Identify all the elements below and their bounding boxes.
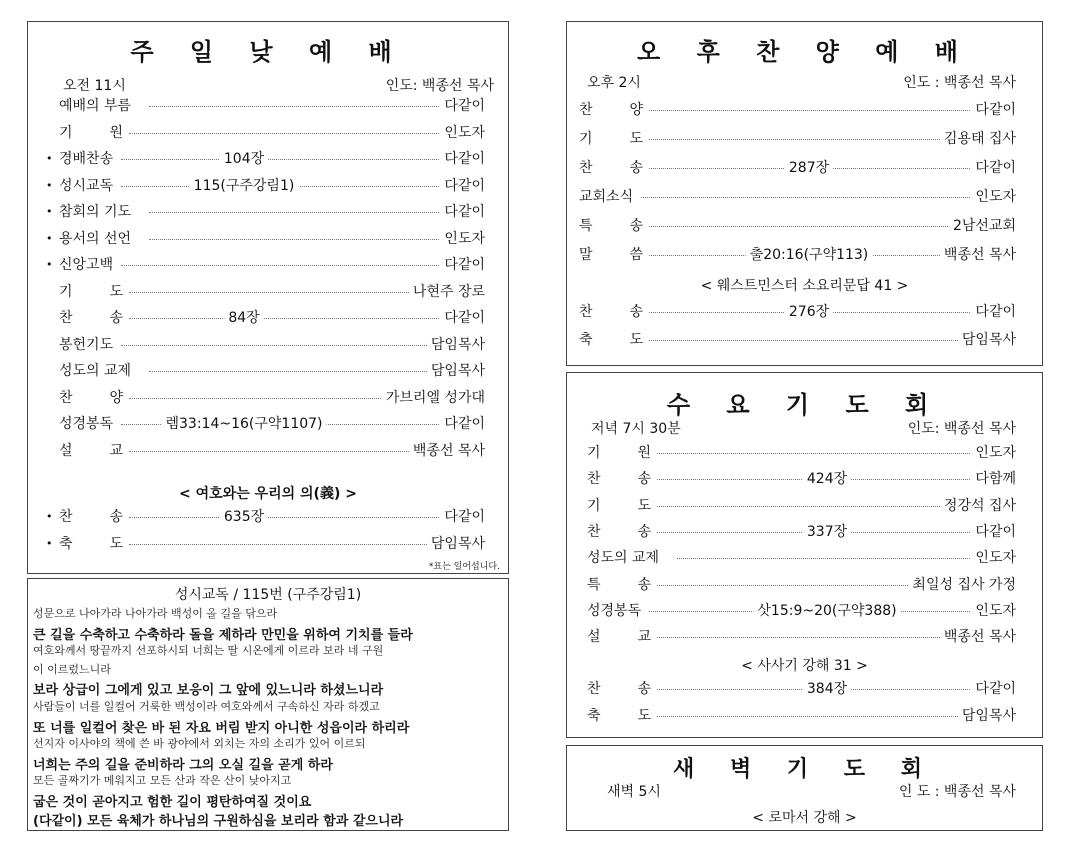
order-person: 다함께 bbox=[971, 470, 1016, 488]
order-row bbox=[587, 576, 1016, 594]
leader-dots bbox=[129, 133, 485, 134]
order-detail: 424장 bbox=[803, 470, 851, 488]
order-label: 찬 송 bbox=[587, 471, 651, 488]
order-person: 정강석 집사 bbox=[940, 497, 1016, 515]
order-row bbox=[59, 336, 485, 354]
order-person: 담임목사 bbox=[427, 362, 485, 380]
order-label: 경배찬송 bbox=[59, 151, 114, 167]
order-person: 가브리엘 성가대 bbox=[382, 389, 485, 407]
order-row bbox=[579, 331, 1016, 349]
order-person: 백종선 목사 bbox=[940, 628, 1016, 646]
order-row bbox=[59, 124, 485, 142]
order-label: 설 교 bbox=[59, 442, 123, 459]
dawn-service-title: 새 벽 기 도 회 bbox=[673, 757, 936, 782]
order-detail: 635장 bbox=[220, 508, 268, 526]
order-label: 찬 송 bbox=[587, 681, 651, 697]
afternoon-sermon-title: < 웨스트민스터 소요리문답 41 > bbox=[700, 278, 909, 294]
order-row bbox=[587, 707, 1016, 725]
wednesday-service-box bbox=[566, 372, 1043, 738]
stand-mark: • bbox=[46, 178, 53, 192]
sunday-service-box bbox=[27, 21, 509, 574]
order-label: 기 원 bbox=[59, 124, 123, 141]
order-row bbox=[587, 602, 1016, 620]
afternoon-time: 오후 2시 bbox=[587, 75, 641, 91]
order-label: 교회소식 bbox=[579, 189, 634, 205]
order-row bbox=[59, 97, 485, 115]
order-row bbox=[59, 442, 485, 460]
leader-dots bbox=[129, 318, 485, 319]
order-label: 찬 송 bbox=[579, 304, 643, 320]
order-person: 인도자 bbox=[971, 444, 1016, 462]
order-person: 2남선교회 bbox=[949, 217, 1016, 235]
reading-line: 이 이르렀느니라 bbox=[33, 662, 111, 676]
order-label: 축 도 bbox=[579, 332, 643, 348]
wednesday-sermon-title: < 사사기 강해 31 > bbox=[741, 658, 868, 674]
afternoon-leader: 인도 : 백종선 목사 bbox=[903, 75, 1016, 91]
responsive-reading-title: 성시교독 / 115번 (구주강림1) bbox=[174, 587, 362, 603]
order-person: 담임목사 bbox=[958, 331, 1016, 349]
order-label: 용서의 선언 bbox=[59, 230, 132, 247]
order-row bbox=[579, 303, 1016, 321]
order-person: 다같이 bbox=[971, 523, 1016, 541]
order-person: 나현주 장로 bbox=[409, 283, 485, 301]
order-label: 신앙고백 bbox=[59, 257, 114, 273]
order-person: 다같이 bbox=[971, 680, 1016, 698]
reading-line: 보라 상급이 그에게 있고 보응이 그 앞에 있느니라 하셨느니라 bbox=[33, 683, 384, 699]
order-row bbox=[59, 283, 485, 301]
order-person: 다같이 bbox=[440, 177, 485, 195]
order-detail: 출20:16(구약113) bbox=[746, 246, 873, 264]
order-label: 봉헌기도 bbox=[59, 336, 114, 353]
order-label: 성도의 교제 bbox=[59, 363, 132, 379]
leader-dots bbox=[121, 159, 485, 160]
order-row bbox=[579, 217, 1016, 235]
order-label: 찬 송 bbox=[579, 160, 643, 176]
order-person: 백종선 목사 bbox=[409, 442, 485, 460]
reading-line: 큰 길을 수축하고 수축하라 돌을 제하라 만민을 위하여 기치를 들라 bbox=[33, 627, 413, 643]
order-row bbox=[59, 362, 485, 380]
order-row bbox=[46, 230, 485, 248]
reading-line: 여호와께서 땅끝까지 선포하시되 너희는 딸 시온에게 이르라 보라 네 구원 bbox=[33, 644, 384, 658]
order-person: 최일성 집사 가정 bbox=[908, 576, 1016, 594]
order-row bbox=[59, 309, 485, 327]
order-row bbox=[587, 628, 1016, 646]
sunday-sermon-title: < 여호와는 우리의 의(義) > bbox=[179, 486, 357, 502]
order-row bbox=[46, 150, 485, 168]
order-row bbox=[46, 177, 485, 195]
order-row bbox=[587, 444, 1016, 462]
order-label: 성경봉독 bbox=[59, 416, 114, 432]
order-person: 백종선 목사 bbox=[940, 246, 1016, 264]
reading-line: 선지자 이사야의 책에 쓴 바 광야에서 외치는 자의 소리가 있어 이르되 bbox=[33, 737, 366, 751]
order-label: 설 교 bbox=[587, 629, 651, 646]
order-detail: 104장 bbox=[220, 150, 268, 168]
order-label: 특 송 bbox=[587, 576, 651, 593]
order-person: 인도자 bbox=[440, 124, 485, 142]
order-detail: 84장 bbox=[224, 309, 263, 327]
order-row bbox=[579, 188, 1016, 206]
order-label: 기 원 bbox=[587, 445, 651, 461]
order-label: 축 도 bbox=[59, 536, 123, 552]
order-label: 축 도 bbox=[587, 708, 651, 724]
order-row bbox=[579, 246, 1016, 264]
order-detail: 384장 bbox=[803, 680, 851, 698]
order-detail: 삿15:9~20(구약388) bbox=[753, 602, 900, 620]
order-label: 기 도 bbox=[59, 283, 123, 300]
order-detail: 337장 bbox=[803, 523, 851, 541]
stand-mark: • bbox=[46, 510, 53, 523]
order-row bbox=[587, 680, 1016, 698]
order-row bbox=[579, 159, 1016, 177]
wednesday-service-title: 수 요 기 도 회 bbox=[666, 391, 943, 419]
sunday-service-title: 주 일 낮 예 배 bbox=[130, 38, 406, 66]
order-label: 예배의 부름 bbox=[59, 98, 132, 114]
order-person: 다같이 bbox=[440, 150, 485, 168]
reading-line: 또 너를 일컬어 찾은 바 된 자요 버림 받지 아니한 성읍이라 하리라 bbox=[33, 720, 410, 736]
order-label: 성경봉독 bbox=[587, 602, 642, 619]
leader-dots bbox=[641, 197, 1016, 198]
order-label: 기 도 bbox=[579, 131, 643, 147]
order-person: 담임목사 bbox=[427, 535, 485, 553]
sunday-leader: 인도: 백종선 목사 bbox=[385, 78, 494, 94]
order-person: 다같이 bbox=[440, 97, 485, 115]
order-row bbox=[59, 415, 485, 433]
leader-dots bbox=[649, 110, 1016, 111]
leader-dots bbox=[149, 212, 485, 213]
leader-dots bbox=[121, 265, 485, 266]
order-label: 특 송 bbox=[579, 218, 643, 234]
order-row bbox=[46, 256, 485, 274]
order-person: 인도자 bbox=[971, 188, 1016, 206]
dawn-time: 새벽 5시 bbox=[607, 784, 661, 800]
reading-line: 사람들이 너를 일컬어 거룩한 백성이라 여호와께서 구속하신 자라 하겠고 bbox=[33, 700, 380, 713]
stand-mark: • bbox=[46, 152, 53, 165]
afternoon-service-box bbox=[566, 21, 1043, 366]
order-label: 기 도 bbox=[587, 497, 651, 514]
order-row bbox=[579, 101, 1016, 119]
order-row bbox=[587, 470, 1016, 488]
wednesday-time: 저녁 7시 30분 bbox=[591, 421, 681, 437]
leader-dots bbox=[129, 517, 485, 518]
order-label: 찬 송 bbox=[59, 509, 123, 525]
standing-footnote: *표는 일어섭니다. bbox=[428, 562, 500, 572]
order-label: 찬 송 bbox=[587, 523, 651, 540]
dawn-leader: 인 도 : 백종선 목사 bbox=[898, 784, 1016, 800]
order-row bbox=[46, 508, 485, 526]
leader-dots bbox=[149, 239, 485, 240]
order-person: 김용태 집사 bbox=[940, 130, 1016, 148]
leader-dots bbox=[121, 186, 485, 187]
order-person: 담임목사 bbox=[427, 336, 485, 354]
order-person: 다같이 bbox=[440, 203, 485, 221]
order-label: 찬 양 bbox=[579, 102, 643, 118]
stand-mark: • bbox=[46, 258, 53, 271]
order-person: 다같이 bbox=[440, 508, 485, 526]
stand-mark: • bbox=[46, 231, 53, 245]
order-row bbox=[46, 535, 485, 553]
reading-line: 너희는 주의 길을 준비하라 그의 오실 길을 곧게 하라 bbox=[33, 757, 333, 773]
wednesday-leader: 인도: 백종선 목사 bbox=[907, 421, 1016, 437]
order-person: 다같이 bbox=[971, 159, 1016, 177]
order-person: 담임목사 bbox=[958, 707, 1016, 725]
responsive-reading-box bbox=[27, 578, 509, 831]
order-detail: 115(구주강림1) bbox=[190, 177, 299, 195]
order-person: 인도자 bbox=[971, 602, 1016, 620]
leader-dots bbox=[657, 453, 1016, 454]
order-row bbox=[587, 523, 1016, 541]
sunday-time: 오전 11시 bbox=[63, 78, 126, 94]
order-label: 말 씀 bbox=[579, 247, 643, 263]
order-row bbox=[46, 203, 485, 221]
order-row bbox=[59, 389, 485, 407]
stand-mark: • bbox=[46, 205, 53, 218]
order-person: 다같이 bbox=[440, 256, 485, 274]
reading-line: (다같이) 모든 육체가 하나님의 구원하심을 보리라 함과 같으니라 bbox=[33, 813, 404, 829]
leader-dots bbox=[149, 106, 485, 107]
order-row bbox=[587, 549, 1016, 567]
order-detail: 287장 bbox=[785, 159, 833, 177]
stand-mark: • bbox=[46, 537, 53, 550]
reading-line: 굽은 것이 곧아지고 험한 길이 평탄하여질 것이요 bbox=[33, 795, 312, 810]
order-person: 다같이 bbox=[440, 309, 485, 327]
reading-line: 모든 골짜기가 메워지고 모든 산과 작은 산이 낮아지고 bbox=[33, 774, 292, 788]
dawn-subtitle: < 로마서 강해 > bbox=[752, 810, 857, 826]
order-detail: 렘33:14~16(구약1107) bbox=[161, 415, 326, 433]
order-row bbox=[579, 130, 1016, 148]
order-label: 성시교독 bbox=[59, 177, 114, 194]
order-person: 다같이 bbox=[971, 303, 1016, 321]
dawn-service-box bbox=[566, 745, 1043, 831]
order-person: 인도자 bbox=[440, 230, 485, 248]
order-label: 찬 송 bbox=[59, 310, 123, 326]
order-person: 다같이 bbox=[440, 415, 485, 433]
order-label: 참회의 기도 bbox=[59, 204, 132, 220]
order-detail: 276장 bbox=[785, 303, 833, 321]
order-label: 성도의 교제 bbox=[587, 550, 660, 567]
order-person: 다같이 bbox=[971, 101, 1016, 119]
order-row bbox=[587, 497, 1016, 515]
afternoon-service-title: 오 후 찬 양 예 배 bbox=[637, 38, 972, 66]
leader-dots bbox=[677, 558, 1016, 559]
order-label: 찬 양 bbox=[59, 389, 123, 406]
order-person: 인도자 bbox=[971, 549, 1016, 567]
reading-line: 성문으로 나아가라 나아가라 백성이 올 길을 닦으라 bbox=[33, 607, 278, 620]
